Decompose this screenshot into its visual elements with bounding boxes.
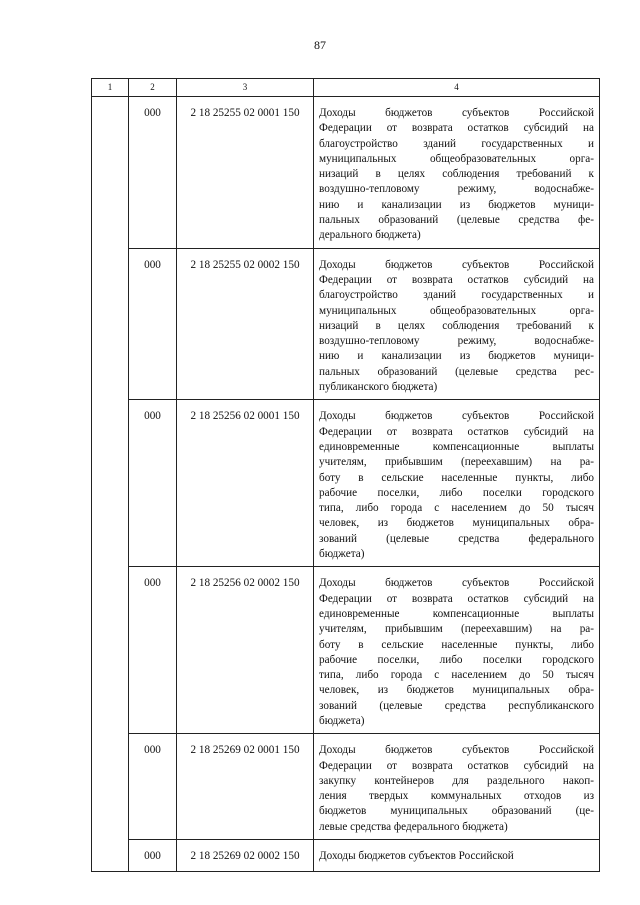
- description-line: бюджетов муниципальных образований (це-: [319, 805, 594, 818]
- admin-code-cell: 000: [129, 734, 177, 840]
- description-line: левые средства федерального бюджета): [319, 820, 508, 833]
- description-cell: [314, 567, 600, 734]
- column-number-1: 1: [92, 79, 129, 97]
- table-body: [92, 97, 600, 872]
- admin-code-cell: 000: [129, 567, 177, 734]
- table-row: [92, 734, 600, 840]
- description-line: благоустройство зданий государственных и: [319, 289, 594, 302]
- description-line: пальных образований (целевые средства фе-: [319, 214, 594, 227]
- column-number-4: 4: [314, 79, 600, 97]
- description-line: Федерации от возврата остатков субсидий на: [319, 759, 594, 772]
- description-line: воздушно-тепловому режиму, водоснабже-: [319, 183, 594, 196]
- description-line: Доходы бюджетов субъектов Российской: [319, 410, 594, 423]
- description-line: Федерации от возврата остатков субсидий на: [319, 425, 594, 438]
- table-row: [92, 400, 600, 567]
- description-line: Федерации от возврата остатков субсидий на: [319, 592, 594, 605]
- description-line: боту в сельские населенные пункты, либо: [319, 471, 594, 484]
- description-cell: [314, 97, 600, 249]
- admin-code-cell: 000: [129, 400, 177, 567]
- description-line: рабочие поселки, либо поселки городского: [319, 486, 594, 499]
- description-line: рабочие поселки, либо поселки городского: [319, 653, 594, 666]
- description-cell: [314, 840, 600, 872]
- description-line: пальных образований (целевые средства рес-: [319, 365, 594, 378]
- description-line: низаций в целях соблюдения требований к: [319, 319, 594, 332]
- admin-code-cell: 000: [129, 840, 177, 872]
- description-line: человек, из бюджетов муниципальных обра-: [319, 517, 594, 530]
- description-line: типа, либо города с населением до 50 тысяч: [319, 502, 594, 515]
- description-line: человек, из бюджетов муниципальных обра-: [319, 684, 594, 697]
- description-line: бюджета): [319, 548, 365, 561]
- column-1-cell: [92, 97, 129, 872]
- table-row: [92, 97, 600, 249]
- budget-code-cell: 2 18 25255 02 0001 150: [177, 97, 314, 249]
- admin-code-cell: 000: [129, 97, 177, 249]
- budget-codes-table: [91, 78, 600, 872]
- description-line: Доходы бюджетов субъектов Российской: [319, 850, 514, 863]
- description-line: зований (целевые средства федерального: [319, 532, 594, 545]
- table-row: [92, 567, 600, 734]
- description-line: низаций в целях соблюдения требований к: [319, 168, 594, 181]
- description-line: муниципальных общеобразовательных орга-: [319, 152, 594, 165]
- description-line: Федерации от возврата остатков субсидий на: [319, 273, 594, 286]
- budget-code-cell: 2 18 25269 02 0002 150: [177, 840, 314, 872]
- description-line: Доходы бюджетов субъектов Российской: [319, 744, 594, 757]
- column-number-row: [92, 79, 600, 97]
- description-line: Доходы бюджетов субъектов Российской: [319, 258, 594, 271]
- description-line: нию и канализации из бюджетов муници-: [319, 198, 594, 211]
- description-line: учителям, прибывшим (переехавшим) на ра-: [319, 456, 594, 469]
- table-row: [92, 248, 600, 400]
- description-line: Доходы бюджетов субъектов Российской: [319, 577, 594, 590]
- description-line: воздушно-тепловому режиму, водоснабже-: [319, 335, 594, 348]
- description-line: единовременные компенсационные выплаты: [319, 440, 594, 453]
- budget-code-cell: 2 18 25255 02 0002 150: [177, 248, 314, 400]
- description-line: муниципальных общеобразовательных орга-: [319, 304, 594, 317]
- description-line: Доходы бюджетов субъектов Российской: [319, 107, 594, 119]
- description-line: ления твердых коммунальных отходов из: [319, 790, 594, 803]
- description-cell: [314, 734, 600, 840]
- description-line: учителям, прибывшим (переехавшим) на ра-: [319, 623, 594, 636]
- description-line: Федерации от возврата остатков субсидий на: [319, 122, 594, 135]
- description-line: типа, либо города с населением до 50 тысяч: [319, 669, 594, 682]
- description-line: публиканского бюджета): [319, 381, 438, 394]
- budget-code-cell: 2 18 25256 02 0002 150: [177, 567, 314, 734]
- description-line: единовременные компенсационные выплаты: [319, 607, 594, 620]
- description-line: дерального бюджета): [319, 229, 421, 242]
- description-line: закупку контейнеров для раздельного накоп-: [319, 774, 594, 787]
- column-number-3: 3: [177, 79, 314, 97]
- description-cell: [314, 400, 600, 567]
- description-cell: [314, 248, 600, 400]
- admin-code-cell: 000: [129, 248, 177, 400]
- description-line: бюджета): [319, 714, 365, 727]
- page-number: 87: [314, 38, 326, 52]
- description-line: нию и канализации из бюджетов муници-: [319, 350, 594, 363]
- column-number-2: 2: [129, 79, 177, 97]
- description-line: благоустройство зданий государственных и: [319, 137, 594, 150]
- description-line: зований (целевые средства республиканского: [319, 699, 594, 712]
- budget-code-cell: 2 18 25256 02 0001 150: [177, 400, 314, 567]
- budget-code-cell: 2 18 25269 02 0001 150: [177, 734, 314, 840]
- table-row: [92, 840, 600, 872]
- description-line: боту в сельские населенные пункты, либо: [319, 638, 594, 651]
